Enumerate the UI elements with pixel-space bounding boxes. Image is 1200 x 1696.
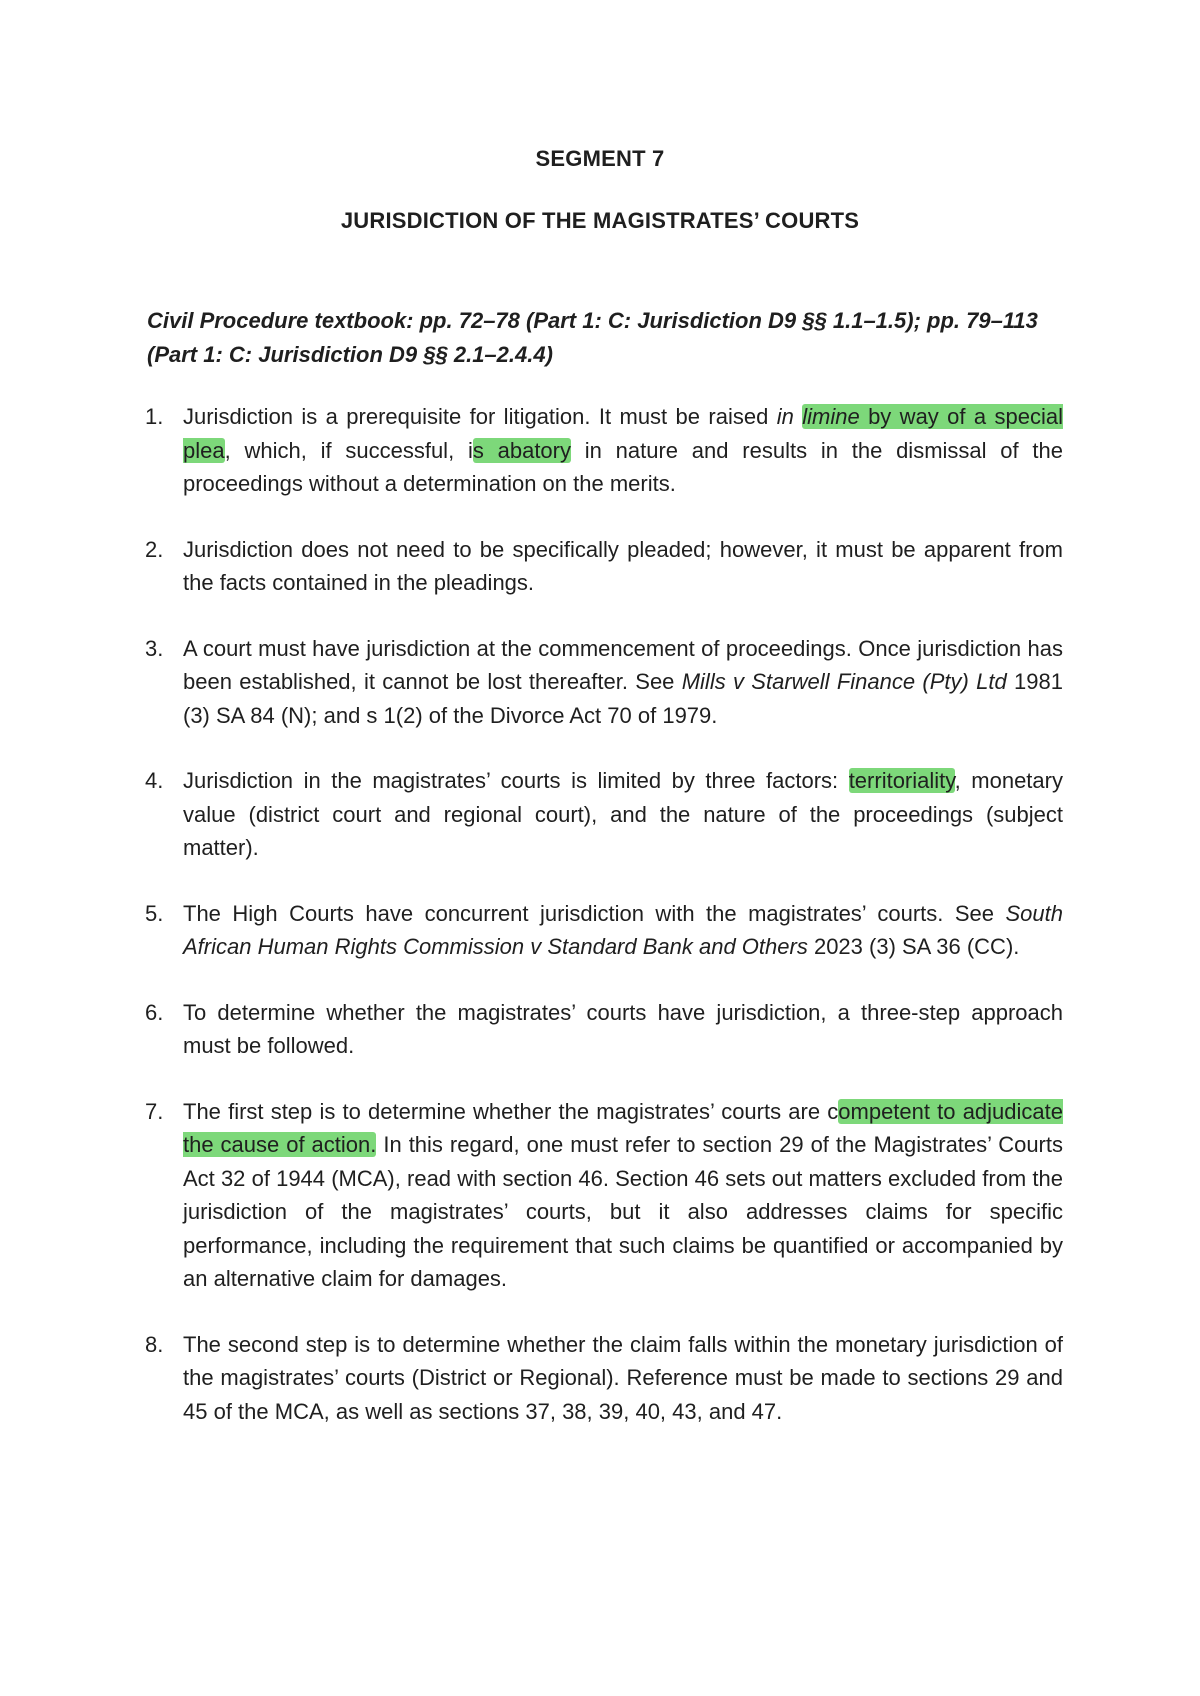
case-citation: Mills v Starwell Finance (Pty) Ltd — [681, 669, 1007, 694]
highlight: territoriality — [848, 768, 955, 793]
item-number: 4. — [145, 768, 164, 793]
list-item: 8. The second step is to determine whether the claim falls within the monetary jurisdiction of the magistrates’ courts (District or Regional). Reference must be made to sections 29 and 45 of the MCA, as well as sections 37, 38, 39, 40, 43, and 47. — [145, 1328, 1063, 1429]
item-number: 3. — [145, 635, 164, 661]
list-item: 3. A court must have jurisdiction at the commencement of proceedings. Once jurisdiction has been established, it cannot be lost thereafter. See Mills v Starwell Finance (Pty) Ltd 1981 (3) SA 84 (N); and s 1(2) of the Divorce Act 70 of 1979. — [145, 632, 1063, 733]
document-title: JURISDICTION OF THE MAGISTRATES’ COURTS — [340, 208, 860, 233]
list-item: 7. The first step is to determine whether the magistrates’ courts are competent to adjudicate the cause of action. In this regard, one must refer to section 29 of the Magistrates’ Courts Act 32 of 1944 (MCA), read with section 46. Section 46 sets out matters excluded from the jurisdiction of the magistrates’ courts, but it also addresses claims for specific performance, including the requirement that such claims be quantified or accompanied by an alternative claim for damages. — [145, 1095, 1063, 1296]
item-number: 6. — [145, 999, 164, 1025]
item-number: 8. — [145, 1331, 164, 1357]
item-number: 5. — [145, 900, 164, 926]
reading-reference: Civil Procedure textbook: pp. 72–78 (Part 1: C: Jurisdiction D9 §§ 1.1–1.5); pp. 79–113 (Part 1: C: Jurisdiction D9 §§ 2.1–2.4.4) — [147, 308, 1038, 367]
list-item: 2. Jurisdiction does not need to be specifically pleaded; however, it must be apparent from the facts contained in the pleadings. — [145, 533, 1063, 600]
item-number: 7. — [145, 1098, 164, 1124]
list-item: 1. Jurisdiction is a prerequisite for litigation. It must be raised in limine by way of a special plea, which, if successful, is abatory in nature and results in the dismissal of the proceedings without a determination on the merits. — [145, 400, 1063, 501]
list-item: 4. Jurisdiction in the magistrates’ courts is limited by three factors: territoriality, monetary value (district court and regional court), and the nature of the proceedings (subject matter). — [145, 764, 1063, 865]
numbered-points — [145, 400, 1063, 1460]
item-number: 1. — [145, 404, 164, 429]
list-item: 6. To determine whether the magistrates’ courts have jurisdiction, a three-step approach must be followed. — [145, 996, 1063, 1063]
list-item: 5. The High Courts have concurrent jurisdiction with the magistrates’ courts. See South African Human Rights Commission v Standard Bank and Others 2023 (3) SA 36 (CC). — [145, 897, 1063, 964]
segment-title: SEGMENT 7 — [535, 146, 665, 171]
highlight: limine by way of a special plea — [183, 404, 1063, 463]
highlight: ompetent to adjudicate the cause of action. — [183, 1098, 1063, 1157]
item-number: 2. — [145, 536, 164, 562]
highlight: s abatory — [472, 437, 571, 463]
case-citation: South African Human Rights Commission v Standard Bank and Others — [183, 900, 1063, 959]
